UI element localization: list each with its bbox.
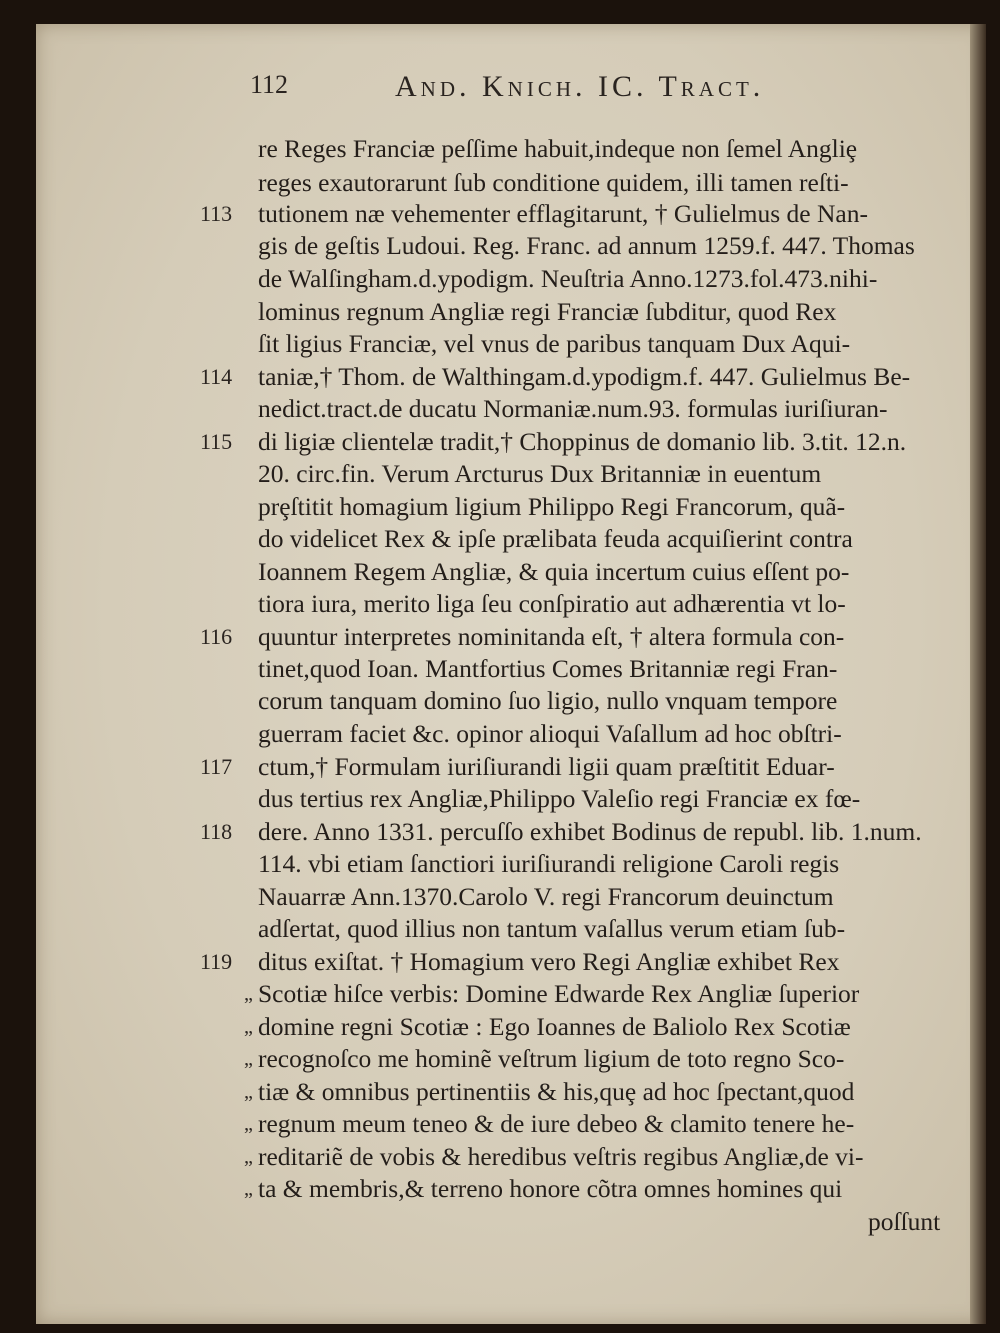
text-line: ſit ligius Franciæ, vel vnus de paribus tanquam Dux Aqui- xyxy=(258,329,851,358)
quotation-mark: „ xyxy=(244,1048,253,1070)
catchword: poſſunt xyxy=(868,1207,941,1236)
running-title: And. Knich. IC. Tract. xyxy=(395,70,765,103)
quotation-mark: „ xyxy=(244,1016,253,1038)
text-line: reges exautorarunt ſub conditione quidem, illi tamen reſti- xyxy=(258,168,849,197)
text-line: gis de geſtis Ludoui. Reg. Franc. ad annum 1259.f. 447. Thomas xyxy=(258,231,915,260)
text-line: lominus regnum Angliæ regi Franciæ ſubditur, quod Rex xyxy=(258,297,837,326)
text-line: 20. circ.fin. Verum Arcturus Dux Britanniæ in euentum xyxy=(258,459,822,488)
page-number: 112 xyxy=(250,70,289,99)
text-line: corum tanquam domino ſuo ligio, nullo vnquam tempore xyxy=(258,686,838,715)
text-line: dere. Anno 1331. percuſſo exhibet Bodinus de republ. lib. 1.num. xyxy=(258,817,922,846)
margin-number: 114 xyxy=(200,364,233,389)
text-line: ctum,† Formulam iuriſiurandi ligii quam præſtitit Eduar- xyxy=(258,752,835,781)
quotation-mark: „ xyxy=(244,1178,253,1200)
text-line: Scotiæ hiſce verbis: Domine Edwarde Rex Angliæ ſuperior xyxy=(258,979,860,1008)
quotation-mark: „ xyxy=(244,983,253,1005)
text-line: ta & membris,& terreno honore cõtra omnes homines qui xyxy=(258,1174,843,1203)
quotation-mark: „ xyxy=(244,1113,253,1135)
margin-number: 118 xyxy=(200,819,233,844)
text-line: prȩſtitit homagium ligium Philippo Regi Francorum, quã- xyxy=(258,492,846,521)
text-line: tiora iura, merito liga ſeu conſpiratio aut adhærentia vt lo- xyxy=(258,589,846,618)
quotation-mark: „ xyxy=(244,1081,253,1103)
text-line: Ioannem Regem Angliæ, & quia incertum cuius eſſent po- xyxy=(258,557,850,586)
margin-number: 117 xyxy=(200,754,233,779)
text-line: 114. vbi etiam ſanctiori iuriſiurandi religione Caroli regis xyxy=(258,849,840,878)
quotation-mark: „ xyxy=(244,1146,253,1168)
text-line: Nauarræ Ann.1370.Carolo V. regi Francorum deuinctum xyxy=(258,882,834,911)
text-line: recognoſco me hominẽ veſtrum ligium de toto regno Sco- xyxy=(258,1044,845,1073)
text-line: di ligiæ clientelæ tradit,† Choppinus de domanio lib. 3.tit. 12.n. xyxy=(258,427,907,456)
margin-number: 113 xyxy=(200,201,233,226)
text-line: tinet,quod Ioan. Mantfortius Comes Britanniæ regi Fran- xyxy=(258,654,838,683)
text-line: adſertat, quod illius non tantum vaſallus verum etiam ſub- xyxy=(258,914,846,943)
text-line: taniæ,† Thom. de Walthingam.d.ypodigm.f. 447. Gulielmus Be- xyxy=(258,362,911,391)
text-line: quuntur interpretes nominitanda eſt, † altera formula con- xyxy=(258,622,845,651)
text-line: re Reges Franciæ peſſime habuit,indeque non ſemel Angliȩ xyxy=(258,134,858,163)
text-line: guerram faciet &c. opinor alioqui Vaſallum ad hoc obſtri- xyxy=(258,719,842,748)
text-line: tiæ & omnibus pertinentiis & his,quȩ ad hoc ſpectant,quod xyxy=(258,1077,855,1106)
text-line: regnum meum teneo & de iure debeo & clamito tenere he- xyxy=(258,1109,855,1138)
text-line: nedict.tract.de ducatu Normaniæ.num.93. formulas iuriſiuran- xyxy=(258,394,888,423)
margin-number: 115 xyxy=(200,429,233,454)
text-line: de Walſingham.d.ypodigm. Neuſtria Anno.1273.fol.473.nihi- xyxy=(258,264,878,293)
text-line: ditus exiſtat. † Homagium vero Regi Angliæ exhibet Rex xyxy=(258,947,840,976)
margin-number: 116 xyxy=(200,624,233,649)
text-line: domine regni Scotiæ : Ego Ioannes de Baliolo Rex Scotiæ xyxy=(258,1012,851,1041)
margin-number: 119 xyxy=(200,949,233,974)
text-line: reditariẽ de vobis & heredibus veſtris regibus Angliæ,de vi- xyxy=(258,1142,864,1171)
text-line: do videlicet Rex & ipſe prælibata feuda acquiſierint contra xyxy=(258,524,853,553)
text-line: tutionem næ vehementer efflagitarunt, † Gulielmus de Nan- xyxy=(258,199,868,228)
text-line: dus tertius rex Angliæ,Philippo Valeſio regi Franciæ ex fœ- xyxy=(258,784,861,813)
